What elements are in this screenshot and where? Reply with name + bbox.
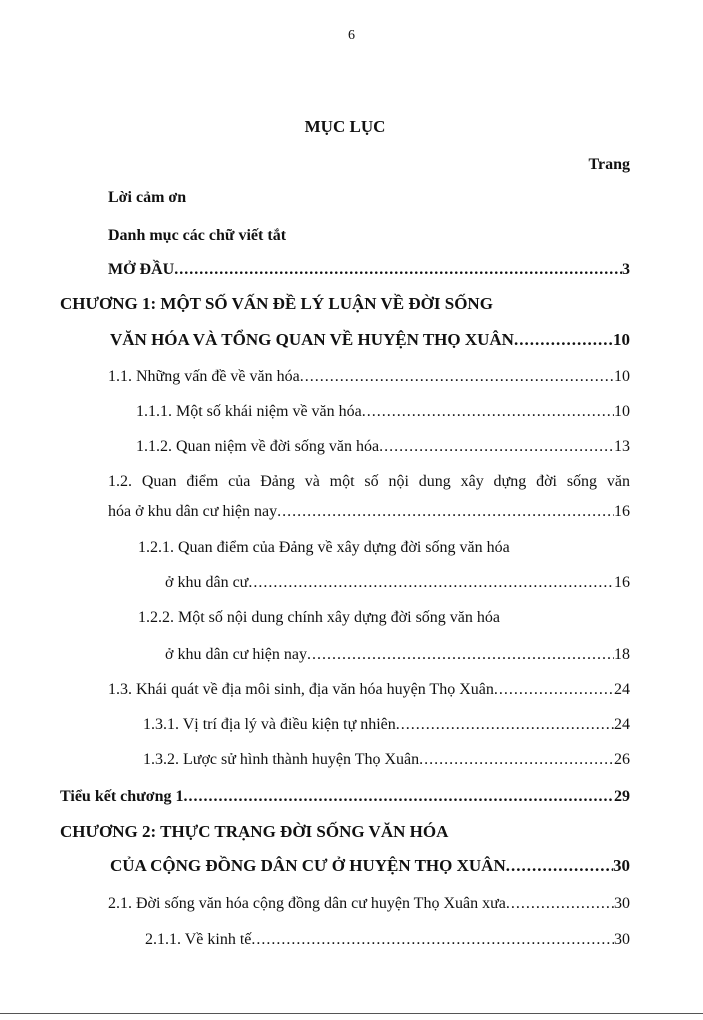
- toc-entry-page: 3: [622, 261, 630, 278]
- toc-entry-page: 10: [613, 330, 630, 349]
- toc-entry-label: 1.1.1. Một số khái niệm về văn hóa: [136, 403, 362, 420]
- toc-entry-1-3: [108, 680, 630, 700]
- toc-entry-page: 30: [614, 895, 630, 912]
- toc-entry-label: MỞ ĐẦU: [108, 261, 175, 278]
- toc-entry-label: Tiểu kết chương 1: [60, 788, 184, 805]
- toc-entry-thanks: Lời cảm ơn: [108, 189, 187, 206]
- toc-entry-label: 1.1. Những vấn đề về văn hóa: [108, 368, 300, 385]
- toc-entry-intro: [108, 260, 630, 280]
- page-number: 6: [348, 28, 355, 43]
- toc-entry-abbreviations: Danh mục các chữ viết tắt: [108, 227, 287, 244]
- toc-entry-1-2: [108, 502, 630, 522]
- toc-entry-page: 24: [614, 681, 630, 698]
- toc-entry-page: 10: [614, 403, 630, 420]
- toc-entry-2-1-1: [145, 930, 630, 950]
- toc-entry-page: 30: [613, 856, 630, 875]
- toc-entry-label: 1.3.2. Lược sử hình thành huyện Thọ Xuân: [143, 751, 420, 768]
- toc-entry-1-1-2: [136, 437, 630, 457]
- toc-entry-label: ở khu dân cư: [165, 574, 249, 591]
- toc-entry-chapter-2: [110, 856, 630, 876]
- toc-entry-1-2-2-line1: 1.2.2. Một số nội dung chính xây dựng đời sống văn hóa: [138, 609, 500, 626]
- page-bottom-divider: [0, 1013, 703, 1014]
- toc-entry-1-3-2: [143, 750, 630, 770]
- toc-title: MỤC LỤC: [304, 117, 386, 136]
- toc-entry-page: 24: [614, 716, 630, 733]
- toc-entry-page: 30: [614, 931, 630, 948]
- toc-entry-page: 16: [614, 574, 630, 591]
- toc-entry-page: 26: [614, 751, 630, 768]
- chapter-1-heading-line1: CHƯƠNG 1: MỘT SỐ VẤN ĐỀ LÝ LUẬN VỀ ĐỜI SỐNG: [60, 294, 493, 313]
- toc-entry-1-2-line1: 1.2. Quan điểm của Đảng và một số nội dung xây dựng đời sống văn: [108, 473, 630, 490]
- toc-entry-1-2-1: [165, 573, 630, 593]
- toc-entry-label: 1.1.2. Quan niệm về đời sống văn hóa: [136, 438, 380, 455]
- toc-entry-1-2-2: [165, 645, 630, 665]
- toc-entry-label: hóa ở khu dân cư hiện nay: [108, 503, 278, 520]
- toc-entry-chapter-1: [110, 330, 630, 350]
- toc-entry-1-3-1: [143, 715, 630, 735]
- chapter-2-heading-line1: CHƯƠNG 2: THỰC TRẠNG ĐỜI SỐNG VĂN HÓA: [60, 822, 449, 841]
- page-column-label: Trang: [588, 156, 630, 173]
- toc-entry-page: 16: [614, 503, 630, 520]
- toc-entry-2-1: [108, 894, 630, 914]
- toc-entry-1-1: [108, 367, 630, 387]
- toc-entry-page: 18: [614, 646, 630, 663]
- toc-entry-page: 29: [614, 788, 630, 805]
- toc-entry-label: 1.3.1. Vị trí địa lý và điều kiện tự nhiên: [143, 716, 396, 733]
- toc-entry-label: ở khu dân cư hiện nay: [165, 646, 307, 663]
- toc-entry-label: 2.1.1. Về kinh tế: [145, 931, 252, 948]
- toc-entry-chapter-1-summary: [60, 787, 630, 807]
- toc-entry-1-1-1: [136, 402, 630, 422]
- toc-entry-label: CỦA CỘNG ĐỒNG DÂN CƯ Ở HUYỆN THỌ XUÂN: [110, 856, 506, 875]
- toc-entry-1-2-1-line1: 1.2.1. Quan điểm của Đảng về xây dựng đời sống văn hóa: [138, 539, 510, 556]
- toc-entry-label: VĂN HÓA VÀ TỔNG QUAN VỀ HUYỆN THỌ XUÂN: [110, 330, 514, 349]
- toc-entry-page: 10: [614, 368, 630, 385]
- toc-entry-label: 1.3. Khái quát về địa môi sinh, địa văn hóa huyện Thọ Xuân: [108, 681, 494, 698]
- toc-entry-page: 13: [614, 438, 630, 455]
- toc-entry-label: 2.1. Đời sống văn hóa cộng đồng dân cư huyện Thọ Xuân xưa: [108, 895, 506, 912]
